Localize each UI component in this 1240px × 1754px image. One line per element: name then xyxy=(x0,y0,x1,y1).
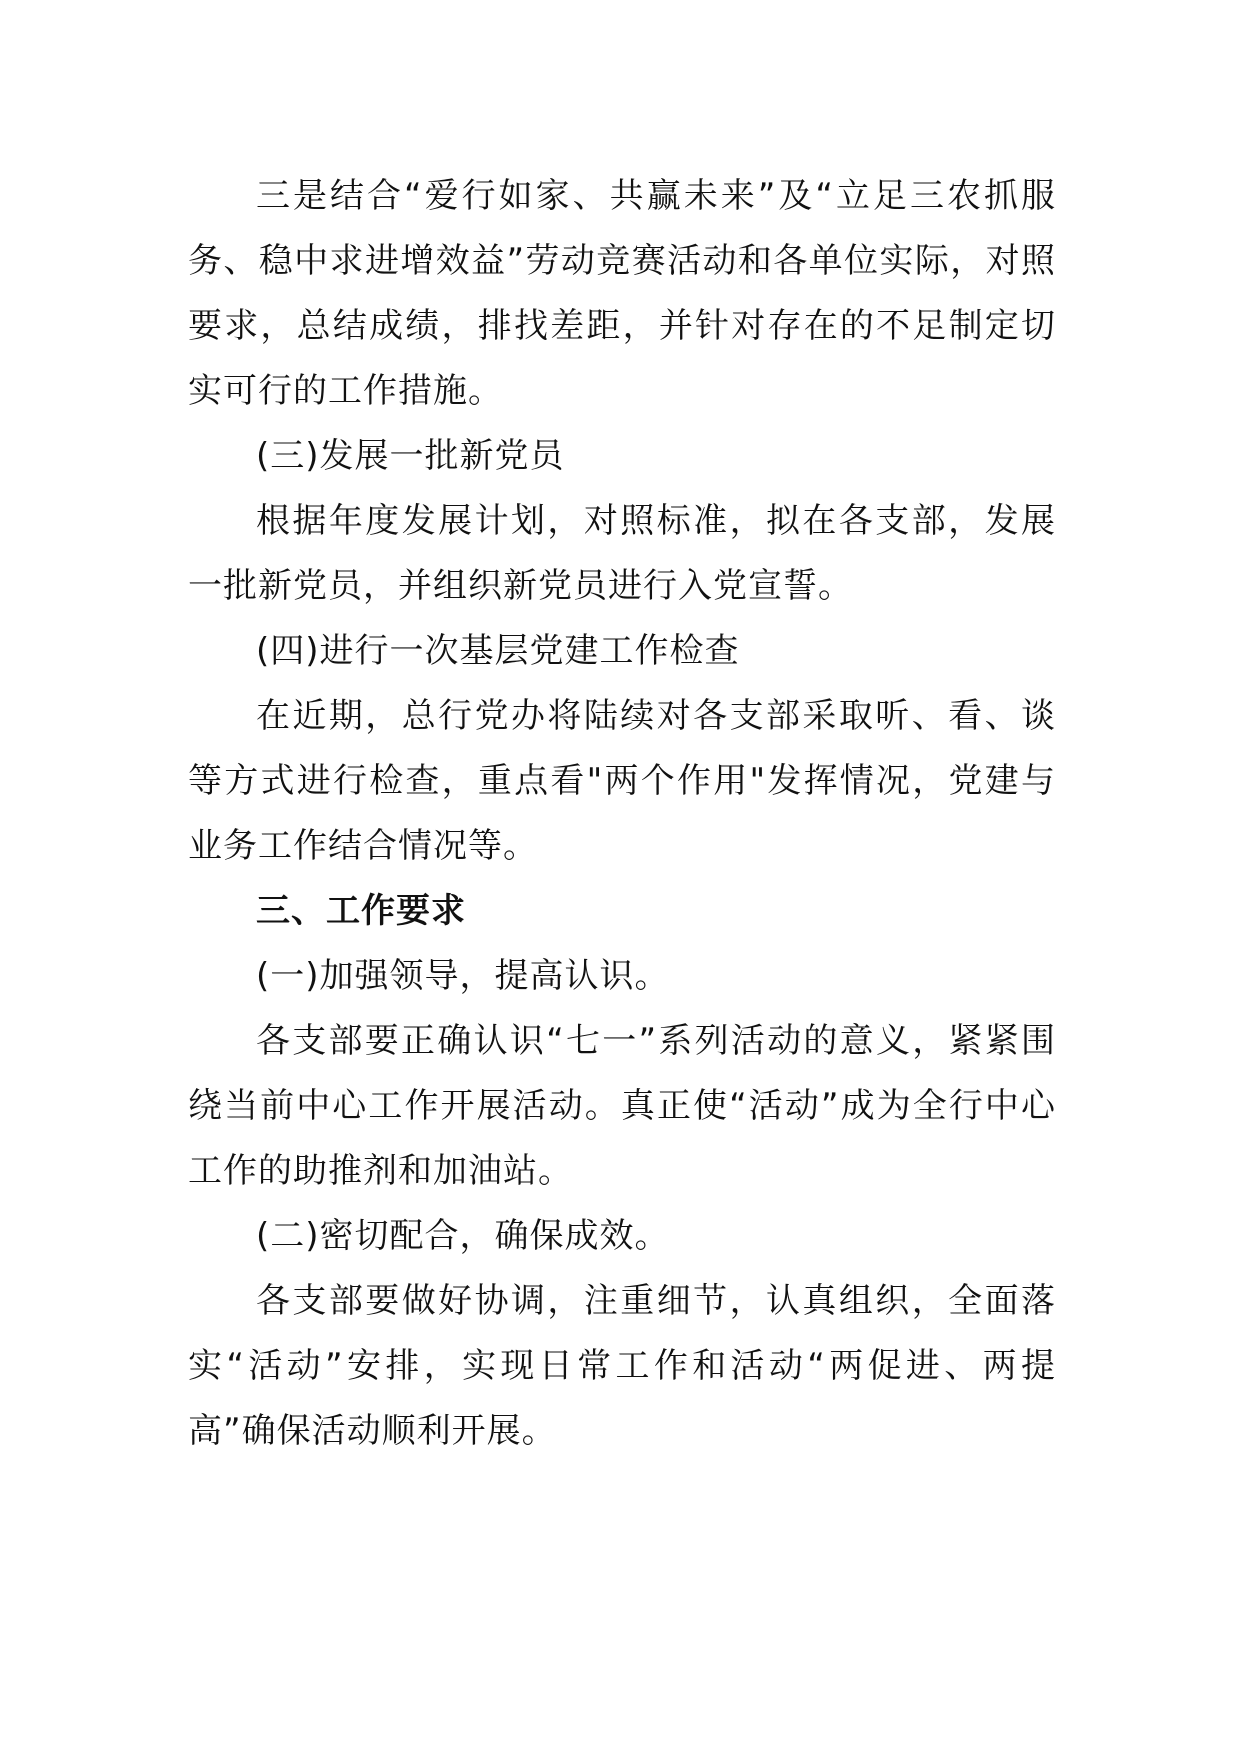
subheading-party-building-inspection: (四)进行一次基层党建工作检查 xyxy=(256,631,740,671)
paragraph-understand-significance: 各支部要正确认识“七一”系列活动的意义，紧紧围绕当前中心工作开展活动。真正使“活动”成为全行中心工作的助推剂和加油站。 xyxy=(188,1021,1056,1191)
paragraph-development-plan: 根据年度发展计划，对照标准，拟在各支部，发展一批新党员，并组织新党员进行入党宣誓。 xyxy=(188,501,1056,606)
document-body xyxy=(188,164,1056,1464)
subheading-strengthen-leadership: (一)加强领导，提高认识。 xyxy=(256,956,670,996)
subheading-close-cooperation: (二)密切配合，确保成效。 xyxy=(256,1216,670,1256)
subheading-develop-new-members: (三)发展一批新党员 xyxy=(256,436,565,476)
section-heading-work-requirements: 三、工作要求 xyxy=(256,891,466,931)
paragraph-coordination: 各支部要做好协调，注重细节，认真组织，全面落实“活动”安排，实现日常工作和活动“两促进、两提高”确保活动顺利开展。 xyxy=(188,1281,1056,1451)
paragraph-inspection-details: 在近期，总行党办将陆续对各支部采取听、看、谈等方式进行检查，重点看"两个作用"发挥情况，党建与业务工作结合情况等。 xyxy=(188,696,1056,866)
paragraph-combine-competition: 三是结合“爱行如家、共赢未来”及“立足三农抓服务、稳中求进增效益”劳动竞赛活动和各单位实际，对照要求，总结成绩，排找差距，并针对存在的不足制定切实可行的工作措施。 xyxy=(188,176,1056,411)
